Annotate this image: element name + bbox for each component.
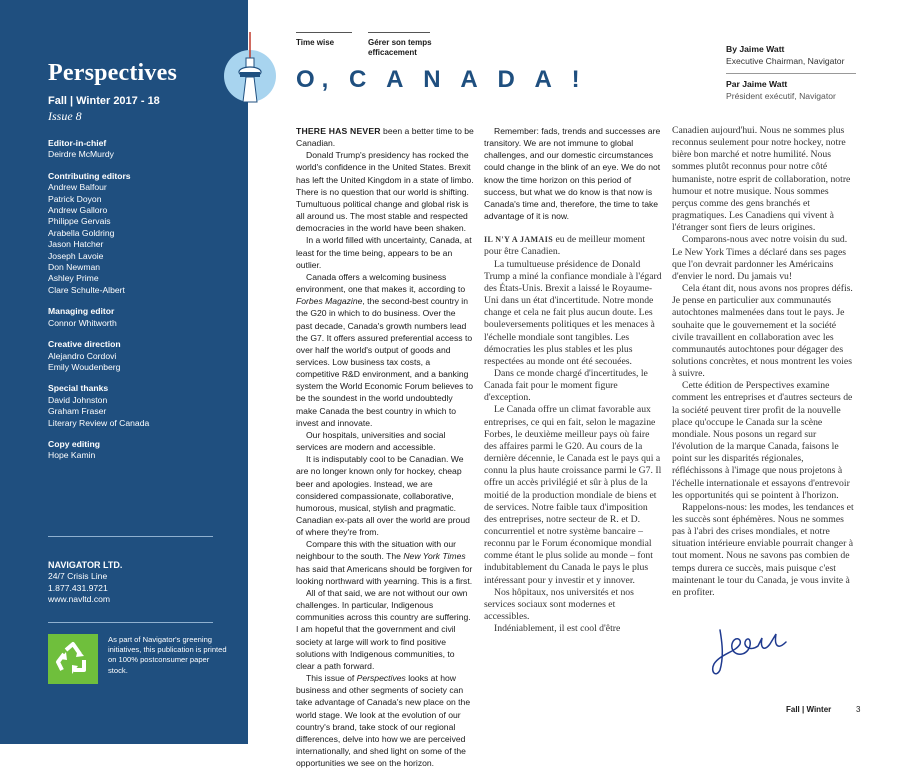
paragraph-fr: Cette édition de Perspectives examine comment les entreprises et d'autres secteurs de la société peuvent tirer profit de la nouvelle place qu'occupe le Canada sur la scène mondiale. Nous posons un regard sur l'évolution de la marque Canada, faisons le point sur les disparités régionales, réfléchissons à l'image que nous projetons à l'échelle internationale et essayons d'entrevoir les opportunités qui se pointent à l'horizon. [672,380,853,501]
footer-section: Fall | Winter [786,705,832,714]
recycle-icon [48,634,98,684]
issue-number: Issue 8 [48,109,82,123]
credit-role: Contributing editors [48,170,131,181]
credit-name: Don Newman [48,262,101,273]
author-title-fr: Président exécutif, Navigator [726,91,836,101]
issue-season: Fall | Winter 2017 - 18 [48,95,160,107]
paragraph: THERE HAS NEVER been a better time to be Canadian. [296,126,474,149]
credit-name: Jason Hatcher [48,239,104,250]
paragraph: Canada offers a welcoming business environment, one that makes it, according to Forbes Magazine, the second-best country in the G20 in which to do business. Over the past decade, Canada's growth numbers lead the G7. It offers assured preferential access to over half the world's output of goods and services. Low business tax costs, a competitive R&D environment, and a banking system the World Economic Forum believes to be the soundest in the world undoubtedly make Canada the best country in which to invest and innovate. [296,271,474,428]
credit-role: Special thanks [48,383,109,394]
kicker-rule [368,32,430,33]
paragraph: Remember: fads, trends and successes are transitory. We are not immune to global challenges, and our domestic circumstances could change in the blink of an eye. We do not know the time horizon on this period of success, but what we do know is that now is Canada's time and, therefore, the time to take advantage of it is now. [484,126,661,222]
cn-tower-icon [222,30,278,104]
kicker-english: Time wise [296,38,335,47]
paragraph: It is indisputably cool to be Canadian. We are no longer known only for hockey, cheap beer and apologies. Instead, we are considered compassionate, collaborative, humorous, musical, stylish and pragmatic. Canadian ex-pats all over the world are proud of where they're from. [296,454,470,538]
byline-divider [726,73,856,74]
sidebar-divider [48,622,213,623]
credit-group [48,383,238,429]
headline: O, C A N A D A ! [296,66,587,93]
paragraph-fr: Le Canada offre un climat favorable aux entreprises, ce qui en fait, selon le magazine Forbes, le deuxième meilleur pays où faire des affaires parmi le G20. Au cours de la dernière décennie, le Canada est le pays qui a connu la plus haute croissance parmi le G7. Il offre un accès privilégié et sûr à plus de la moitié de la production mondiale de biens et de services. Notre faible taux d'imposition des entreprises, notre secteur de R. et D. concurrentiel et notre système bancaire – reconnu par le Forum économique mondial comme étant le plus solide au monde – font indubitablement du Canada le pays le plus intéressant pour y investir et y innover. [484,404,662,586]
website-link[interactable]: www.navltd.com [48,594,111,605]
credit-group [48,339,238,373]
credit-group [48,306,238,329]
sidebar [0,0,248,744]
paragraph-fr: Cela étant dit, nous avons nos propres défis. Je pense en particulier aux communautés autochtones malmenées dans tout le pays. Je souhaite que le gouvernement et la société civile travaillent en collaboration avec les communautés autochtones pour dégager des solutions concrètes, et nous montrent les voies à suivre. [672,283,853,380]
paragraph-fr: Rappelons-nous: les modes, les tendances et les succès sont éphémères. Nous ne sommes pas à l'abri des crises mondiales, et notre situation intérieure enviable pourrait changer à tout moment. Nous ne savons pas combien de temps durera ce succès, mais puisque c'est maintenant le tour du Canada, je vous invite à en profiter. [672,501,854,598]
credit-name: Graham Fraser [48,406,107,417]
credit-name: Alejandro Cordovi [48,350,117,361]
credit-group [48,138,238,161]
company-info [48,560,122,606]
credit-role: Editor-in-chief [48,138,107,148]
signature [706,622,796,682]
credit-name: Arabella Goldring [48,227,115,238]
phone-number: 1.877.431.9721 [48,582,108,593]
paragraph: In a world filled with uncertainty, Canada, at least for the time being, appears to be an outlier. [296,235,472,270]
credit-name: Emily Woudenberg [48,361,121,372]
paragraph-fr: Dans ce monde chargé d'incertitudes, le Canada fait pour le moment figure d'exception. [484,367,648,404]
paragraph-fr: Nos hôpitaux, nos universités et nos services sociaux sont modernes et accessibles. [484,586,634,623]
paragraph-fr: Comparons-nous avec notre voisin du sud. Le New York Times a déclaré dans ses pages que l'on devrait pardonner les Américains d'envier le nord. Du jamais vu! [672,234,848,282]
article-column-2 [484,125,662,635]
credit-role: Creative direction [48,339,121,350]
credit-name: Connor Whitworth [48,317,117,328]
credit-name: Andrew Balfour [48,182,107,193]
credit-name: Joseph Lavoie [48,250,104,261]
company-name: NAVIGATOR LTD. [48,560,123,570]
paragraph: Compare this with the situation with our neighbour to the south. The New York Times has said that Americans should be forgiven for looking northward with yearning. This is a first. [296,539,473,586]
kicker-french: Gérer son temps efficacement [368,38,432,57]
credit-group [48,171,238,296]
byline-english [726,43,844,67]
magazine-title: Perspectives [48,60,178,86]
paragraph-fr: La tumultueuse présidence de Donald Trump a miné la confiance mondiale à l'égard des États-Unis. Brexit a laissé le Royaume-Uni dans un état d'incertitude. Notre monde change et cela ne fait plus aucun doute. Les bouleversements politiques et les menaces à l'échelle mondiale sont tangibles. Les démocraties les plus stables et les plus respectées au monde ont été secouées. [484,258,662,367]
author-name-fr: Par Jaime Watt [726,79,788,89]
paragraph: Donald Trump's presidency has rocked the world's confidence in the United States. Brexit has left the United Kingdom in a state of limbo. There is no question that our world is shifting. Tumultuous political change and global risk is all around us. The most stable and respected democracies in the world have been shaken. [296,150,474,234]
credit-name: Andrew Galloro [48,205,108,216]
paragraph: This issue of Perspectives looks at how business and other segments of society can take advantage of Canada's new place on the world stage. We look at the evolution of our country's brand, take stock of our regional differences, delve into how we are perceived internationally, and shed light on some of the opportunities we see on the horizon. [296,673,471,769]
lead-in-fr: IL N'Y A JAMAIS [484,235,554,245]
masthead-credits [48,138,238,472]
paragraph: Our hospitals, universities and social services are modern and accessible. [296,429,446,453]
article-column-3 [672,125,854,599]
page-number: 3 [856,705,861,714]
author-name: By Jaime Watt [726,44,785,54]
author-title: Executive Chairman, Navigator [726,56,845,66]
paragraph: All of that said, we are not without our own challenges. In particular, Indigenous communities across this country are suffering. I am hopeful that the government and civil society at large will work to find positive solutions with Indigenous communities, to clear a path forward. [296,587,471,671]
credit-name: David Johnston [48,394,108,405]
sidebar-divider [48,536,213,537]
crisis-line: 24/7 Crisis Line [48,571,108,582]
paragraph-fr: Canadien aujourd'hui. Nous ne sommes plus reconnus seulement pour notre hockey, notre bière bon marché et notre humilité. Nous sommes plutôt reconnus pour notre côté humaniste, notre esprit de collaboration, notre humour et notre musique. Nous sommes perçus comme des gens branchés et pragmatiques. Les Canadiens qui vivent à l'étranger sont fiers de leurs origines. [672,125,851,234]
credit-group [48,439,238,462]
credit-name: Literary Review of Canada [48,417,150,428]
paragraph-fr: Indéniablement, il est cool d'être [494,623,621,635]
byline-french [726,78,836,102]
credit-role: Copy editing [48,438,101,449]
paragraph-fr: IL N'Y A JAMAIS eu de meilleur moment pour être Canadien. [484,234,646,258]
credit-role: Managing editor [48,306,115,317]
credit-name: Deirdre McMurdy [48,149,114,160]
credit-name: Patrick Doyon [48,193,102,204]
credit-name: Philippe Gervais [48,216,111,227]
credit-name: Clare Schulte-Albert [48,284,125,295]
credit-name: Ashley Prime [48,273,99,284]
greening-note: As part of Navigator's greening initiatives, this publication is printed on 100% postconsumer paper stock. [108,635,227,675]
article-column-1 [296,125,474,769]
credit-name: Hope Kamin [48,450,96,461]
lead-in: THERE HAS NEVER [296,126,381,136]
kicker-rule [296,32,352,33]
